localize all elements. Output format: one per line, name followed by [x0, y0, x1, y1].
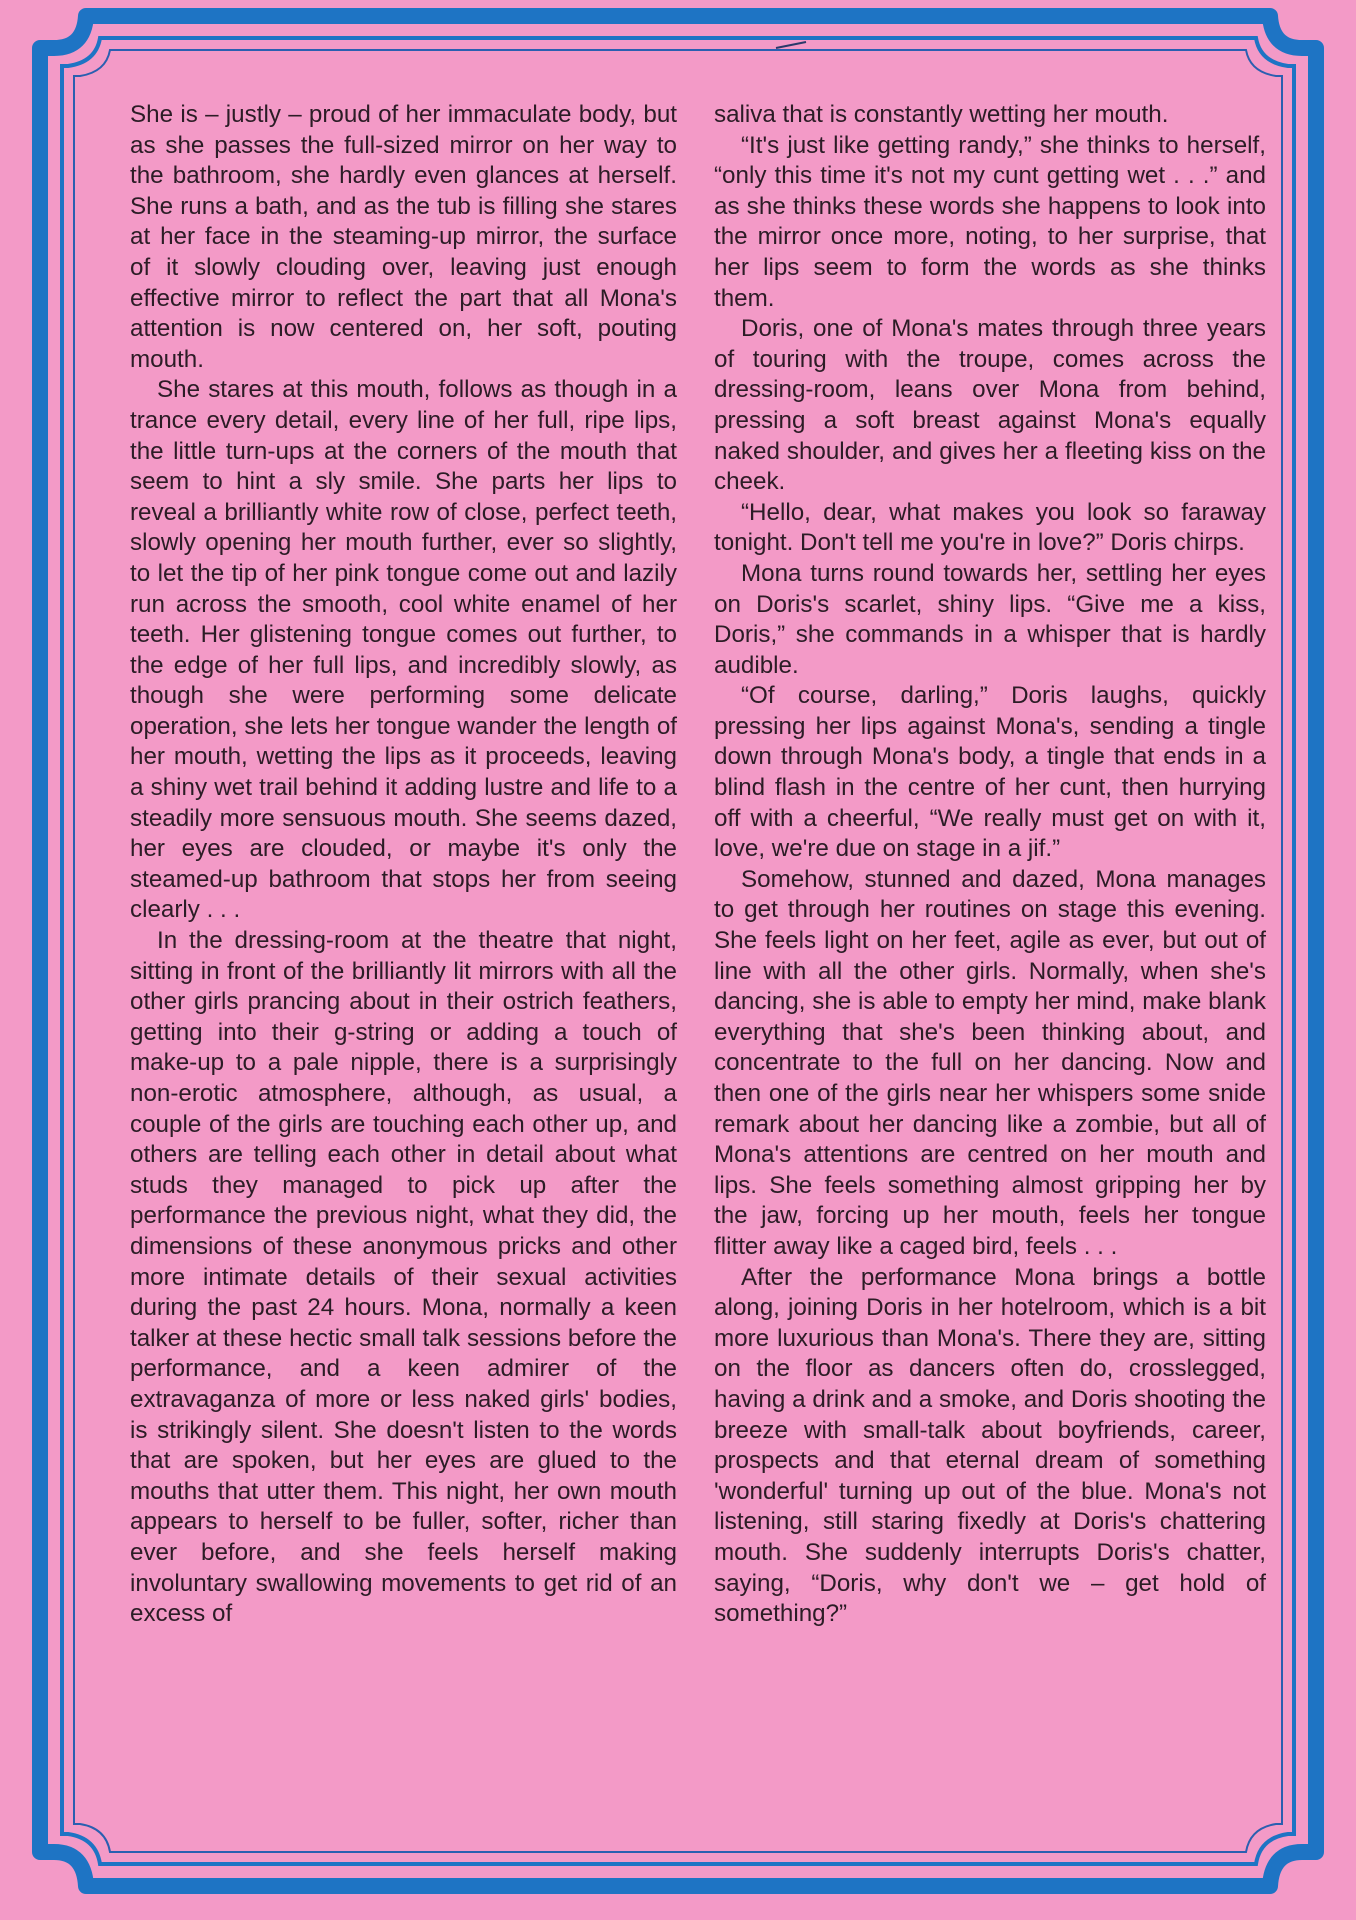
paragraph: saliva that is constantly wetting her mouth. [714, 101, 1169, 128]
ink-mark [776, 42, 806, 48]
paragraph: “It's just like getting randy,” she thinks to herself, “only this time it's not my cunt getting wet . . .” and as she thinks these words she happens to look into the mirror once more, noting, to her surprise, that her lips seem to form the words as she thinks them. [714, 131, 1266, 312]
paragraph: Doris, one of Mona's mates through three years of touring with the troupe, comes across the dressing-room, leans over Mona from behind, pressing a soft breast against Mona's equally naked shoulder, and gives her a fleeting kiss on the cheek. [714, 315, 1266, 496]
paragraph: Somehow, stunned and dazed, Mona manages to get through her routines on stage this evening. She feels light on her feet, agile as ever, but out of line with all the other girls. Normally, when she's dancing, she is able to empty her mind, make blank everything that she's been thinking about, and concentrate to the full on her dancing. Now and then one of the girls near her whispers some snide remark about her dancing like a zombie, but all of Mona's attentions are centred on her mouth and lips. She feels something almost gripping her by the jaw, forcing up her mouth, feels her tongue flitter away like a caged bird, feels . . . [714, 865, 1266, 1260]
paragraph: In the dressing-room at the theatre that night, sitting in front of the brilliantly lit mirrors with all the other girls prancing about in their ostrich feathers, getting into their g-string or adding a touch of make-up to a pale nipple, there is a surprisingly non-erotic atmosphere, although, as usual, a couple of the girls are touching each other up, and others are telling each other in detail about what studs they managed to pick up after the performance the previous night, what they did, the dimensions of these anonymous pricks and other more intimate details of their sexual activities during the past 24 hours. Mona, normally a keen talker at these hectic small talk sessions before the performance, and a keen admirer of the extravaganza of more or less naked girls' bodies, is strikingly silent. She doesn't listen to the words that are spoken, but her eyes are glued to the mouths that utter them. This night, her own mouth appears to herself to be fuller, softer, richer than ever before, and she feels herself making involuntary swallowing movements to get rid of an excess of [130, 927, 677, 1628]
paragraph: After the performance Mona brings a bottle along, joining Doris in her hotelroom, which is a bit more luxurious than Mona's. There they are, sitting on the floor as dancers often do, crosslegged, having a drink and a smoke, and Doris shooting the breeze with small-talk about boyfriends, career, prospects and that eternal dream of something 'wonderful' turning up out of the blue. Mona's not listening, still staring fixedly at Doris's chattering mouth. She suddenly interrupts Doris's chatter, saying, “Doris, why don't we – get hold of something?” [714, 1263, 1266, 1628]
right-column [714, 100, 1266, 1630]
paragraph: She stares at this mouth, follows as though in a trance every detail, every line of her full, ripe lips, the little turn-ups at the corners of the mouth that seem to hint a sly smile. She parts her lips to reveal a brilliantly white row of close, perfect teeth, slowly opening her mouth further, ever so slightly, to let the tip of her pink tongue come out and lazily run across the smooth, cool white enamel of her teeth. Her glistening tongue comes out further, to the edge of her full lips, and incredibly slowly, as though she were performing some delicate operation, she lets her tongue wander the length of her mouth, wetting the lips as it proceeds, leaving a shiny wet trail behind it adding lustre and life to a steadily more sensuous mouth. She seems dazed, her eyes are clouded, or maybe it's only the steamed-up bathroom that stops her from seeing clearly . . . [130, 376, 677, 924]
paragraph: “Of course, darling,” Doris laughs, quickly pressing her lips against Mona's, sending a tingle down through Mona's body, a tingle that ends in a blind flash in the centre of her cunt, then hurrying off with a cheerful, “We really must get on with it, love, we're due on stage in a jif.” [714, 682, 1266, 863]
paragraph: Mona turns round towards her, settling her eyes on Doris's scarlet, shiny lips. “Give me a kiss, Doris,” she commands in a whisper that is hardly audible. [714, 559, 1266, 679]
left-column [130, 100, 677, 1630]
paragraph: “Hello, dear, what makes you look so faraway tonight. Don't tell me you're in love?” Doris chirps. [714, 498, 1266, 557]
paragraph: She is – justly – proud of her immaculate body, but as she passes the full-sized mirror on her way to the bathroom, she hardly even glances at herself. She runs a bath, and as the tub is filling she stares at her face in the steaming-up mirror, the surface of it slowly clouding over, leaving just enough effective mirror to reflect the part that all Mona's attention is now centered on, her soft, pouting mouth. [130, 101, 677, 373]
